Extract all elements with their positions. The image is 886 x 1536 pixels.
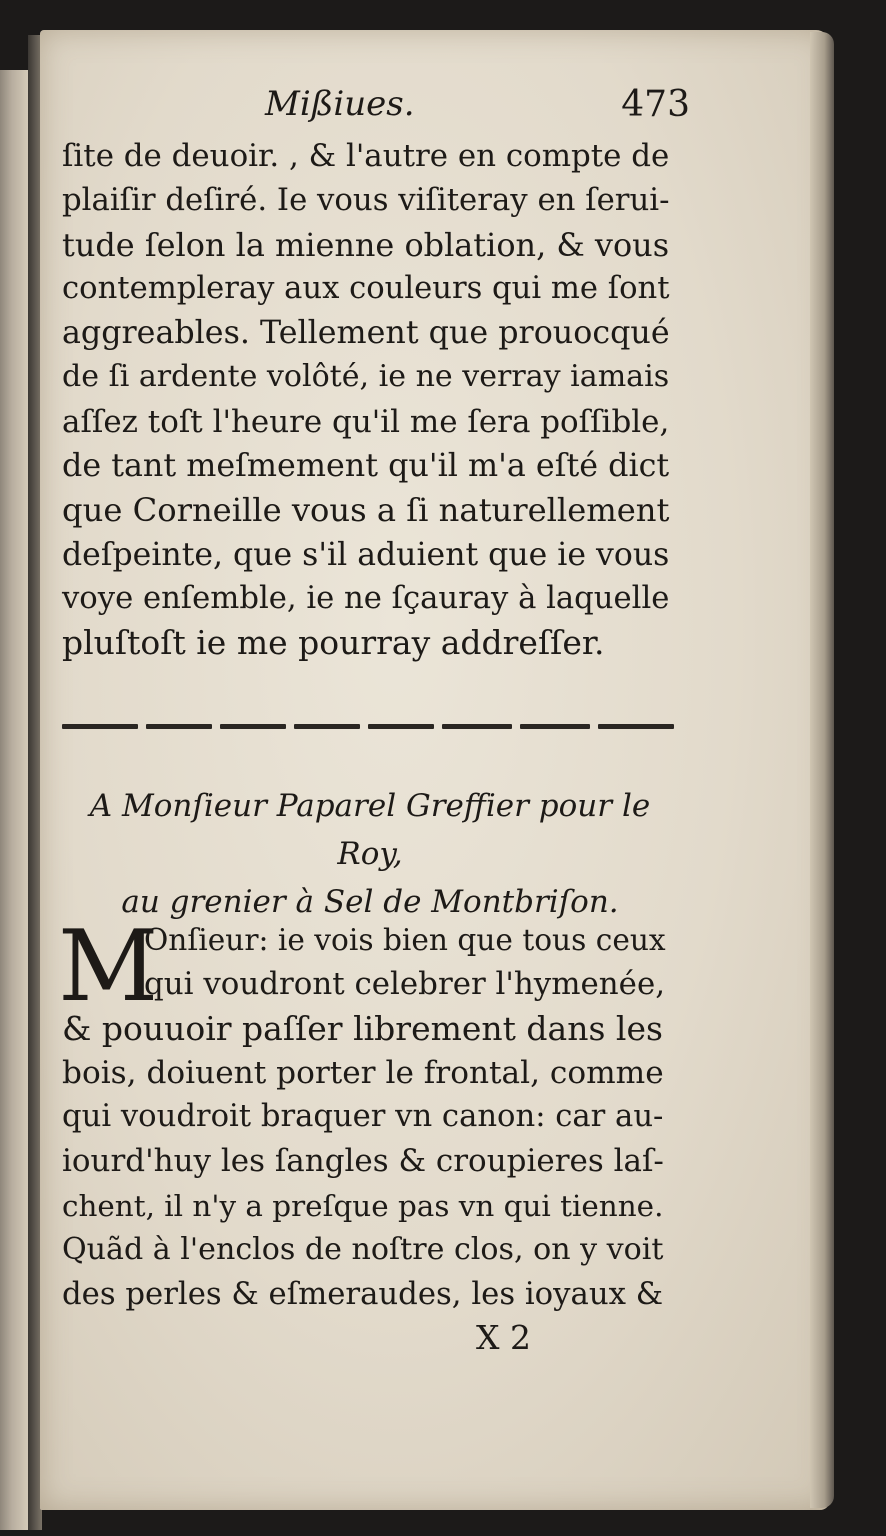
running-title: Mißiues. <box>265 84 415 124</box>
previous-letter-ending <box>62 134 682 666</box>
text-line: que Corneille vous a ſi naturellement <box>62 491 670 530</box>
letter-heading <box>70 782 670 926</box>
text-line: aggreables. Tellement que prouocqué <box>62 315 670 352</box>
page-fore-edge <box>810 32 834 1508</box>
letter-body <box>62 918 676 1317</box>
text-line: de tant meſmement qu'il m'a eſté dict <box>62 448 670 485</box>
heading-line: A Monſieur Paparel Greffier pour le Roy, <box>89 788 651 872</box>
text-line: Quãd à l'enclos de noſtre clos, on y voit <box>62 1232 664 1268</box>
text-line: aſſez toſt l'heure qu'il me ſera poſſible, <box>62 403 670 440</box>
text-line: ſite de deuoir. , & l'autre en compte de <box>62 138 670 174</box>
page-number: 473 <box>621 84 690 125</box>
text-line: chent, il n'y a preſque pas vn qui tienne. <box>62 1188 664 1223</box>
text-line: de ſi ardente volôté, ie ne verray iamais <box>62 359 670 395</box>
signature-mark: X 2 <box>476 1318 531 1357</box>
text-line: & pouuoir paſſer librement dans les <box>62 1008 663 1048</box>
previous-page-edge <box>0 70 30 1530</box>
page-header <box>240 84 690 134</box>
rule-segment <box>442 724 512 729</box>
text-line: iourd'huy les ſangles & croupieres laſ- <box>62 1143 664 1180</box>
text-line: bois, doiuent porter le frontal, comme <box>62 1054 664 1091</box>
rule-segment <box>220 724 286 729</box>
text-line: voye enſemble, ie ne ſçauray à laquelle <box>62 580 670 616</box>
text-line: contempleray aux couleurs qui me ſont <box>62 270 670 306</box>
rule-segment <box>62 724 138 729</box>
text-line: des perles & eſmeraudes, les ioyaux & <box>62 1276 664 1313</box>
rule-segment <box>146 724 212 729</box>
text-line: plaiſir deſiré. Ie vous viſiteray en ſerui- <box>62 182 670 219</box>
rule-segment <box>368 724 434 729</box>
rule-segment <box>294 724 360 729</box>
text-line: pluſtoſt ie me pourray addreſſer. <box>62 623 605 663</box>
text-line: deſpeinte, que s'il aduient que ie vous <box>62 536 670 573</box>
rule-segment <box>598 724 674 729</box>
heading-line: au grenier à Sel de Montbriſon. <box>121 884 619 920</box>
text-line: qui voudroit braquer vn canon: car au- <box>62 1099 664 1135</box>
ornamental-rule <box>62 720 674 734</box>
drop-cap: M <box>58 910 159 1024</box>
text-line: qui voudront celebrer l'hymenée, <box>144 966 666 1003</box>
text-line: Onſieur: ie vois bien que tous ceux <box>144 923 666 957</box>
text-line: tude ſelon la mienne oblation, & vous <box>62 225 670 264</box>
rule-segment <box>520 724 590 729</box>
